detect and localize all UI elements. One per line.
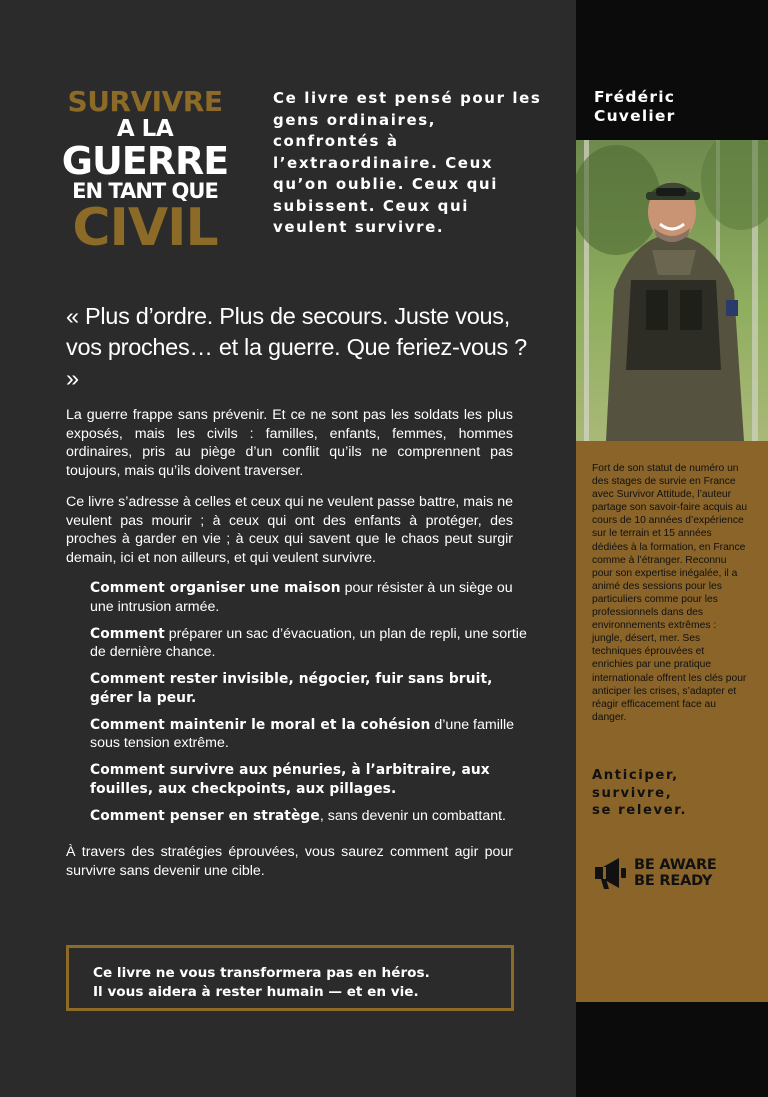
list-item <box>90 579 530 616</box>
list-item-bold: Comment rester invisible, négocier, fuir sans bruit, gérer la peur. <box>90 671 493 706</box>
title-line-guerre: GUERRE <box>61 139 229 183</box>
list-item <box>90 625 530 662</box>
list-item-rest: , sans devenir un combattant. <box>319 807 506 824</box>
author-last-name: Cuvelier <box>594 106 676 125</box>
list-item-bold: Comment penser en stratège <box>90 807 320 824</box>
list-item <box>90 670 530 707</box>
brand-logo <box>592 854 742 894</box>
list-item <box>90 807 530 826</box>
how-to-list <box>90 579 530 834</box>
list-item-rest: pour résister à un siège ou une intrusion armée. <box>90 580 513 615</box>
title-line-a-la: A LA <box>116 116 174 142</box>
closing-box <box>66 945 514 1011</box>
list-item-rest: préparer un sac d’évacuation, un plan de repli, une sortie de dernière chance. <box>90 625 527 660</box>
megaphone-icon <box>592 856 628 890</box>
closing-text <box>93 964 430 1002</box>
list-item-bold: Comment survivre aux pénuries, à l’arbitraire, aux fouilles, aux checkpoints, aux pillages. <box>90 762 490 797</box>
book-title <box>60 85 230 258</box>
author-bio-panel <box>576 441 768 1002</box>
closing-line-1: Ce livre ne vous transformera pas en héros. <box>93 965 430 981</box>
author-bio: Fort de son statut de numéro un des stages de survie en France avec Survivor Attitude, l’auteur partage son savoir-faire acquis au cours de 10 années d’expérience sur le terrain et 15 années dédiées à la formation, en France comme à l’étranger. Reconnu pour son expertise inégalée, il a animé des sessions pour les particuliers comme pour les professionnels dans des environnements extrêmes : jungle, désert, mer. Ses techniques éprouvées et enrichies par une pratique internationale offrent les clés pour anticiper les crises, s’adapter et réagir efficacement face au danger. <box>592 463 748 723</box>
brand-line-2: BE READY <box>634 873 713 889</box>
list-item-bold: Comment <box>90 625 165 642</box>
author-photo <box>576 140 768 441</box>
brand-text <box>634 857 717 889</box>
list-item-bold: Comment organiser une maison <box>90 580 341 596</box>
author-first-name: Frédéric <box>594 88 676 106</box>
paragraph-strategies: À travers des stratégies éprouvées, vous saurez comment agir pour survivre sans devenir une cible. <box>66 844 513 879</box>
list-item-bold: Comment maintenir le moral et la cohésion <box>90 716 431 733</box>
title-line-civil: CIVIL <box>72 198 218 258</box>
list-item <box>90 716 530 753</box>
paragraph-war: La guerre frappe sans prévenir. Et ce ne sont pas les soldats les plus exposés, mais les civils : familles, enfants, femmes, hommes ordinaires, pris au piège d’un conflit qu’ils ne comprennent pas toujours, mais qu’ils doivent traverser. <box>66 407 513 479</box>
author-name <box>594 88 675 125</box>
motto-line-2: survivre, <box>592 785 673 801</box>
list-item <box>90 761 530 798</box>
motto-line-1: Anticiper, <box>592 768 679 783</box>
title-line-en-tant-que: EN TANT QUE <box>72 179 218 203</box>
paragraph-audience: Ce livre s’adresse à celles et ceux qui ne veulent passe battre, mais ne veulent pas mourir ; à ceux qui ont des enfants à protéger, des proches à garder en vie ; à ceux qui savent que le chaos peut surgir demain, ici et non ailleurs, et qui veulent survivre. <box>66 494 513 566</box>
closing-line-2: Il vous aidera à rester humain — et en vie. <box>93 984 419 1000</box>
intro-text: Ce livre est pensé pour les gens ordinaires, confrontés à l’extraordinaire. Ceux qu’on oublie. Ceux qui subissent. Ceux qui veulent survivre. <box>273 89 542 236</box>
headline-quote: « Plus d’ordre. Plus de secours. Juste vous, vos proches… et la guerre. Que feriez-vous ? » <box>66 303 527 391</box>
motto-line-3: se relever. <box>592 803 688 818</box>
list-item-rest: d’une famille sous tension extrême. <box>90 716 515 751</box>
title-line-survivre: SURVIVRE <box>67 85 223 118</box>
brand-line-1: BE AWARE <box>634 857 717 873</box>
author-motto <box>592 767 687 820</box>
